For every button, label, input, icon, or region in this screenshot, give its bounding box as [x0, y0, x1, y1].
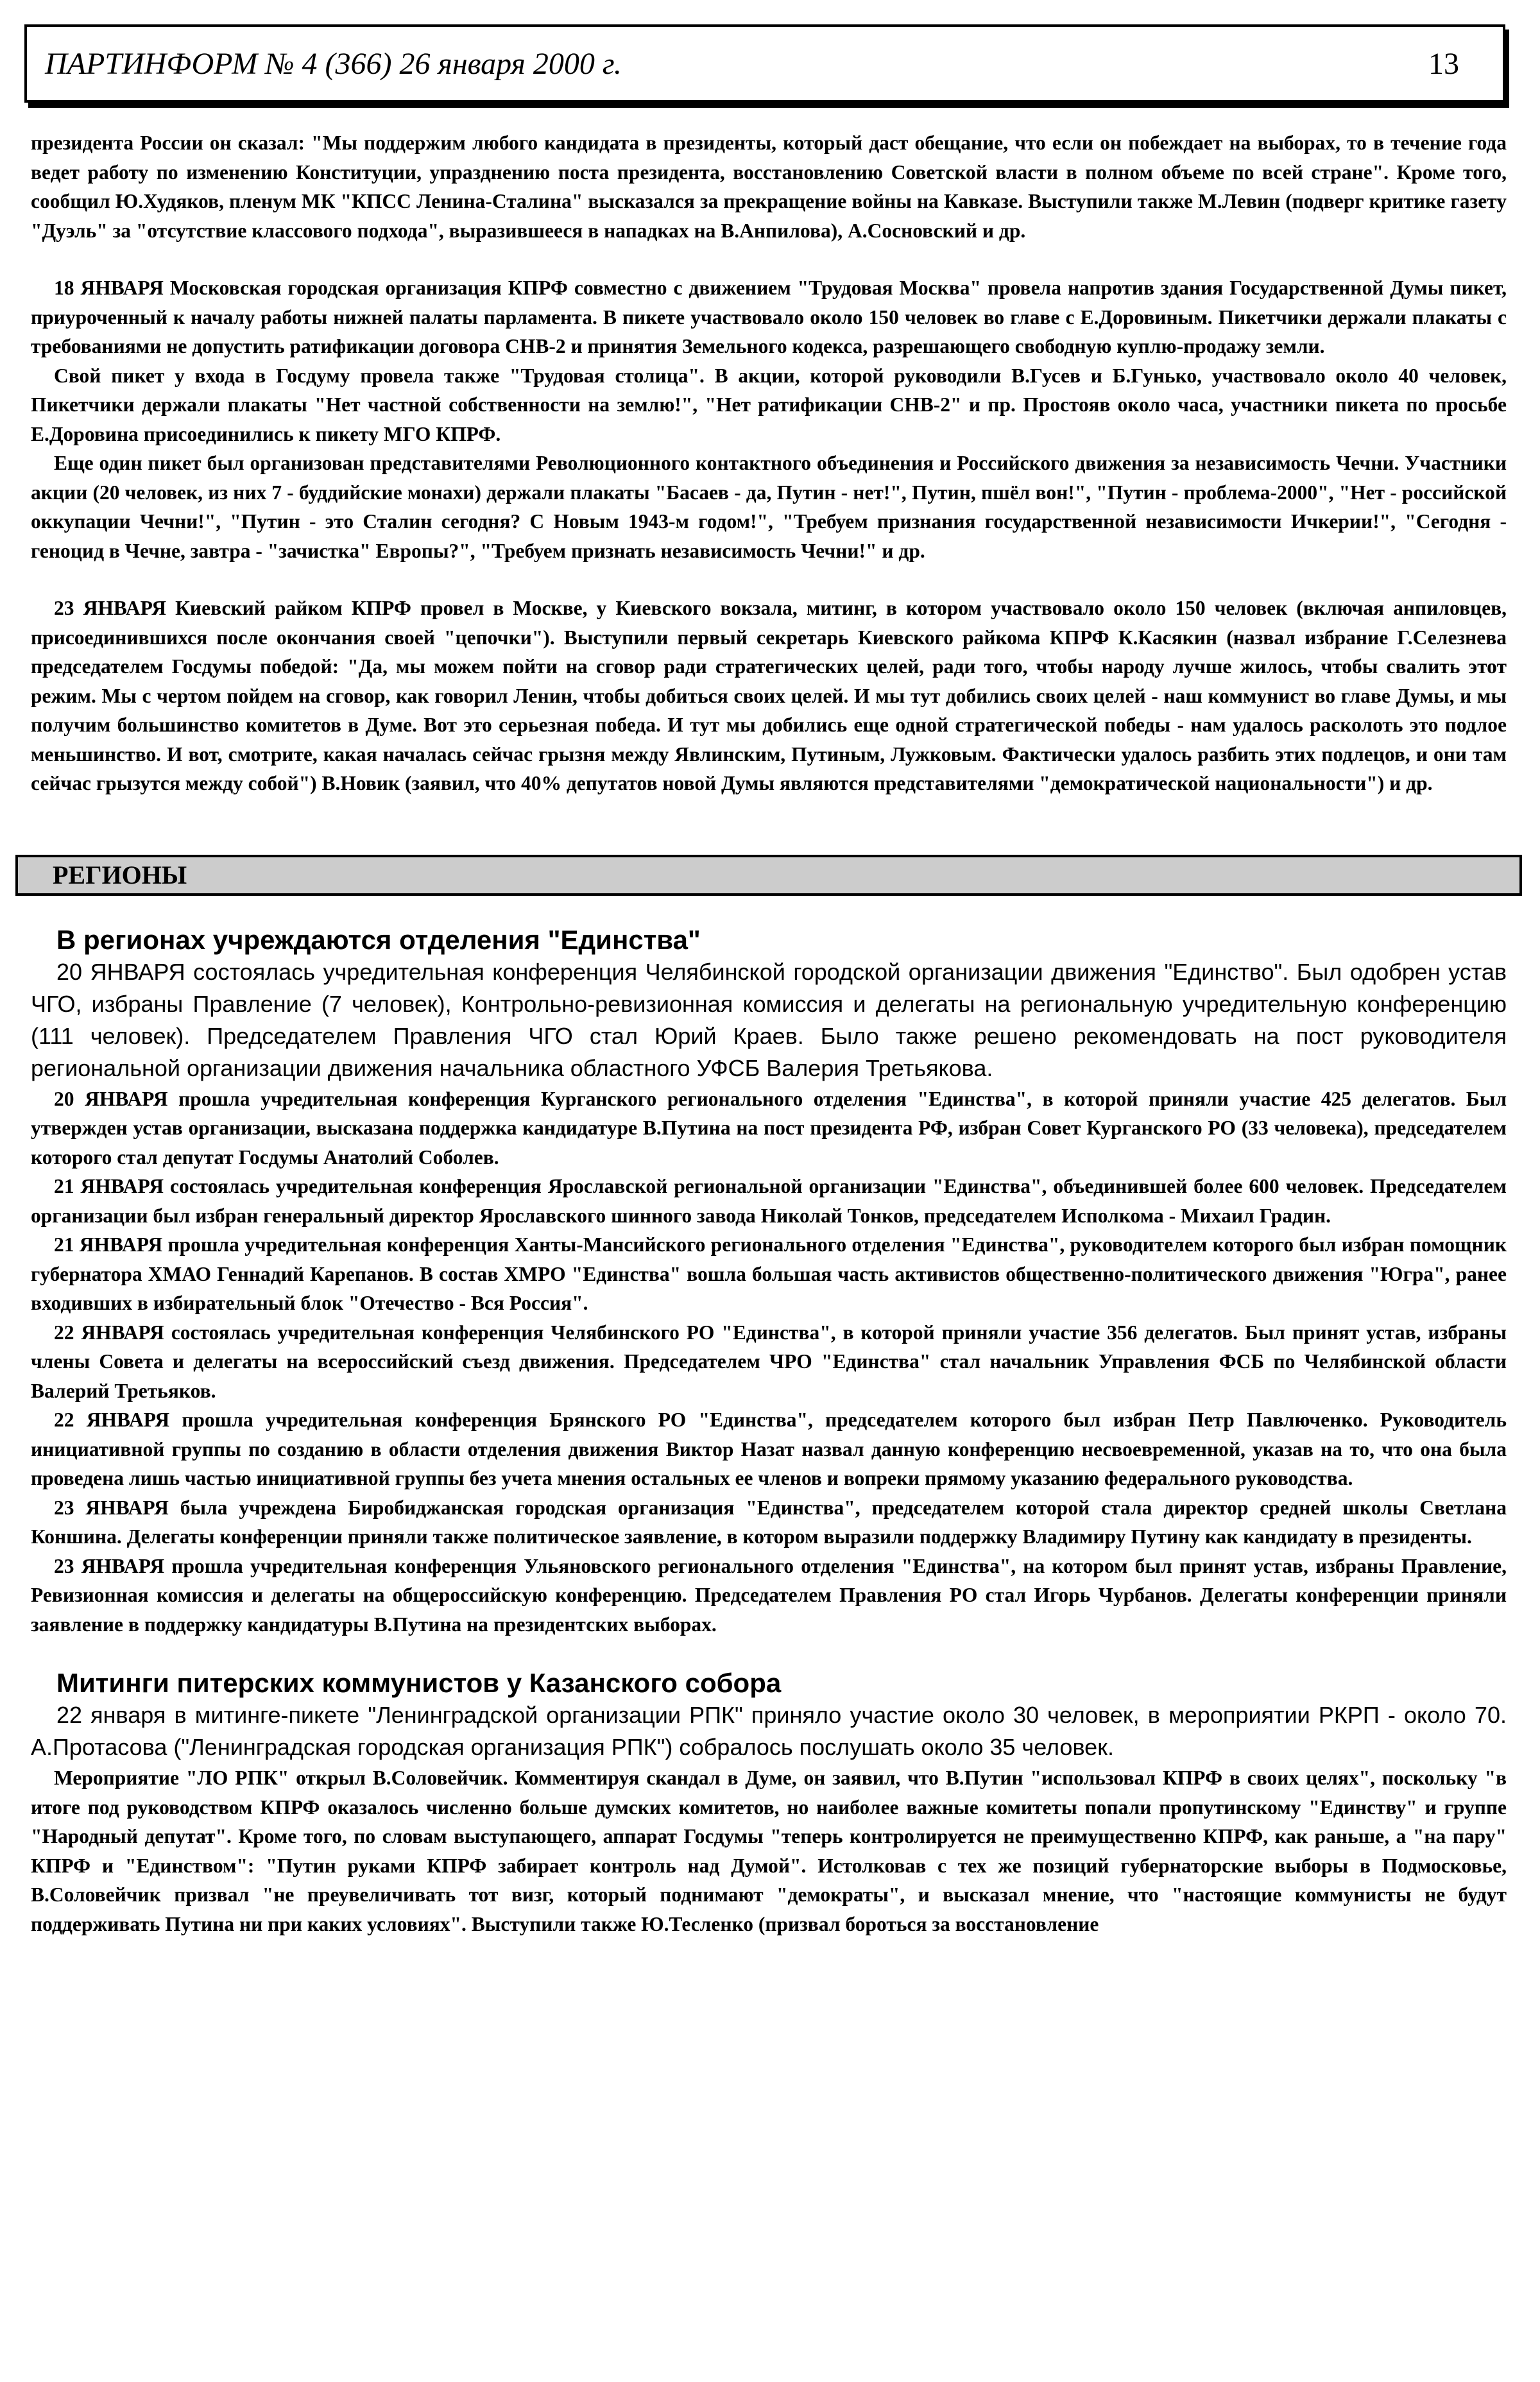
- publication-title: ПАРТИНФОРМ № 4 (366) 26 января 2000 г.: [45, 46, 622, 81]
- article-lead: 20 ЯНВАРЯ состоялась учредительная конференция Челябинской городской организации движения "Единство". Был одобрен устав ЧГО, избраны Правление (7 человек), Контрольно-ревизионная комиссия и делегаты на региональную учредительную конференцию (111 человек). Председателем Правления ЧГО стал Юрий Краев. Было также решено рекомендовать на пост руководителя региональной организации движения начальника областного УФСБ Валерия Третьякова.: [31, 958, 1507, 1081]
- article-title: В регионах учреждаются отделения "Единства": [56, 924, 701, 955]
- page-number: 13: [1428, 46, 1459, 81]
- article-paragraph: 21 ЯНВАРЯ прошла учредительная конференция Ханты-Мансийского регионального отделения "Единства", руководителем которого был избран помощник губернатора ХМАО Геннадий Карепанов. В состав ХМРО "Единства" вошла большая часть активистов общественно-политического движения "Югра", ранее входивших в избирательный блок "Отечество - Вся Россия".: [31, 1233, 1507, 1314]
- article-lead: 22 января в митинге-пикете "Ленинградской организации РПК" приняло участие около 30 человек, в мероприятии РКРП - около 70. А.Протасова ("Ленинградская городская организация РПК") собралось послушать около 35 человек.: [31, 1702, 1507, 1760]
- article-paragraph: 22 ЯНВАРЯ прошла учредительная конференция Брянского РО "Единства", председателем которого был избран Петр Павлюченко. Руководитель инициативной группы по созданию в области отделения движения Виктор Назат назвал данную конференцию несвоевременной, указав на то, что она была проведена лишь частью инициативной группы без учета мнения остальных ее членов и вопреки прямому указанию федерального руководства.: [31, 1409, 1507, 1489]
- article-paragraph: 23 ЯНВАРЯ прошла учредительная конференция Ульяновского регионального отделения "Единства", на котором был принят устав, избраны Правление, Ревизионная комиссия и делегаты на общероссийскую конференцию. Председателем Правления РО стал Игорь Чурбанов. Делегаты конференции приняли заявление в поддержку кандидатуры В.Путина на президентских выборах.: [31, 1554, 1507, 1636]
- jan18-paragraph: 18 ЯНВАРЯ Московская городская организация КПРФ совместно с движением "Трудовая Москва" провела напротив здания Государственной Думы пикет, приуроченный к началу работы нижней палаты парламента. В пикете участвовало около 150 человек во главе с Е.Доровиным. Пикетчики держали плакаты с требованиями не допустить ратификации договора СНВ-2 и принятия Земельного кодекса, разрешающего свободную куплю-продажу земли.: [31, 277, 1507, 357]
- page-content: [31, 128, 1507, 1939]
- jan23-paragraph: 23 ЯНВАРЯ Киевский райком КПРФ провел в Москве, у Киевского вокзала, митинг, в котором участвовало около 150 человек (включая анпиловцев, присоединившихся после окончания своей "цепочки"). Выступили первый секретарь Киевского райкома КПРФ К.Касякин (назвал избрание Г.Селезнева председателем Госдумы победой: "Да, мы можем пойти на сговор ради стратегических целей, ради того, чтобы народу лучше жилось, чтобы свалить этот режим. Мы с чертом пойдем на сговор, как говорил Ленин, чтобы добиться своих целей. И мы тут добились своих целей - наш коммунист во главе Думы, и мы получим большинство комитетов в Думе. Вот это серьезная победа. И тут мы добились еще одной стратегической победы - нам удалось расколоть это подлое меньшинство. И вот, смотрите, какая началась сейчас грызня между Явлинским, Путиным, Лужковым. Фактически удалось разбить этих подлецов, и они там сейчас грызутся между собой") В.Новик (заявил, что 40% депутатов новой Думы являются представителями "демократической национальности") и др.: [31, 597, 1507, 794]
- article-title: Митинги питерских коммунистов у Казанского собора: [56, 1668, 782, 1698]
- article-paragraph: 23 ЯНВАРЯ была учреждена Биробиджанская городская организация "Единства", председателем которой стала директор средней школы Светлана Коншина. Делегаты конференции приняли также политическое заявление, в котором выразили поддержку Владимиру Путину как кандидату в президенты.: [31, 1496, 1507, 1548]
- jan18-paragraph: Еще один пикет был организован представителями Революционного контактного объединения и Российского движения за независимость Чечни. Участники акции (20 человек, из них 7 - буддийские монахи) держали плакаты "Басаев - да, Путин - нет!", Путин, пшёл вон!", "Путин - проблема-2000", "Нет - российской оккупации Чечни!", "Путин - это Сталин сегодня? С Новым 1943-м годом!", "Требуем признания государственной независимости Ичкерии!", "Сегодня - геноцид в Чечне, завтра - "зачистка" Европы?", "Требуем признать независимость Чечни!" и др.: [31, 452, 1507, 562]
- section-header-regions: [15, 855, 1522, 896]
- jan18-paragraph: Свой пикет у входа в Госдуму провела также "Трудовая столица". В акции, которой руководили В.Гусев и Б.Гунько, участвовало около 40 человек, Пикетчики держали плакаты "Нет частной собственности на землю!", "Нет ратификации СНВ-2" и пр. Простояв около часа, участники пикета по просьбе Е.Доровина присоединились к пикету МГО КПРФ.: [31, 364, 1507, 445]
- section-title: РЕГИОНЫ: [53, 861, 187, 889]
- article-paragraph: 22 ЯНВАРЯ состоялась учредительная конференция Челябинского РО "Единства", в которой приняли участие 356 делегатов. Был принят устав, избраны члены Совета и делегаты на всероссийский съезд движения. Председателем ЧРО "Единства" стал начальник Управления ФСБ по Челябинской области Валерий Третьяков.: [31, 1321, 1507, 1402]
- article-paragraph: 20 ЯНВАРЯ прошла учредительная конференция Курганского регионального отделения "Единства", в которой приняли участие 425 делегатов. Был утвержден устав организации, высказана поддержка кандидатуре В.Путина на пост президента РФ, избран Совет Курганского РО (33 человека), председателем которого стал депутат Госдумы Анатолий Соболев.: [31, 1087, 1507, 1169]
- article-paragraph: 21 ЯНВАРЯ состоялась учредительная конференция Ярославской региональной организации "Единства", объединившей более 600 человек. Председателем организации был избран генеральный директор Ярославского шинного завода Николай Тонков, председателем Исполкома - Михаил Градин.: [31, 1175, 1507, 1227]
- article-paragraph: Мероприятие "ЛО РПК" открыл В.Соловейчик. Комментируя скандал в Думе, он заявил, что В.Путин "использовал КПРФ в своих целях", поскольку "в итоге под руководством КПРФ оказалось численно больше думских комитетов, но наиболее важные комитеты попали пропутинскому "Единству" и группе "Народный депутат". Кроме того, по словам выступающего, аппарат Госдумы "теперь контролируется не преимущественно КПРФ, как раньше, а "на пару" КПРФ и "Единством": "Путин руками КПРФ забирает контроль над Думой". Истолковав с тех же позиций губернаторские выборы в Подмосковье, В.Соловейчик призвал "не преувеличивать тот визг, который поднимают "демократы", и высказал мнение, что "настоящие коммунисты не будут поддерживать Путина ни при каких условиях". Выступили также Ю.Тесленко (призвал бороться за восстановление: [31, 1767, 1507, 1935]
- page-header: [24, 24, 1505, 103]
- intro-paragraph: президента России он сказал: "Мы поддержим любого кандидата в президенты, который даст обещание, что если он побеждает на выборах, то в течение года ведет работу по изменению Конституции, упразднению поста президента, восстановлению Советской власти в полном объеме по всей стране". Кроме того, сообщил Ю.Худяков, пленум МК "КПСС Ленина-Сталина" высказался за прекращение войны на Кавказе. Выступили также М.Левин (подверг критике газету "Дуэль" за "отсутствие классового подхода", выразившееся в нападках на В.Анпилова), А.Сосновский и др.: [31, 132, 1507, 242]
